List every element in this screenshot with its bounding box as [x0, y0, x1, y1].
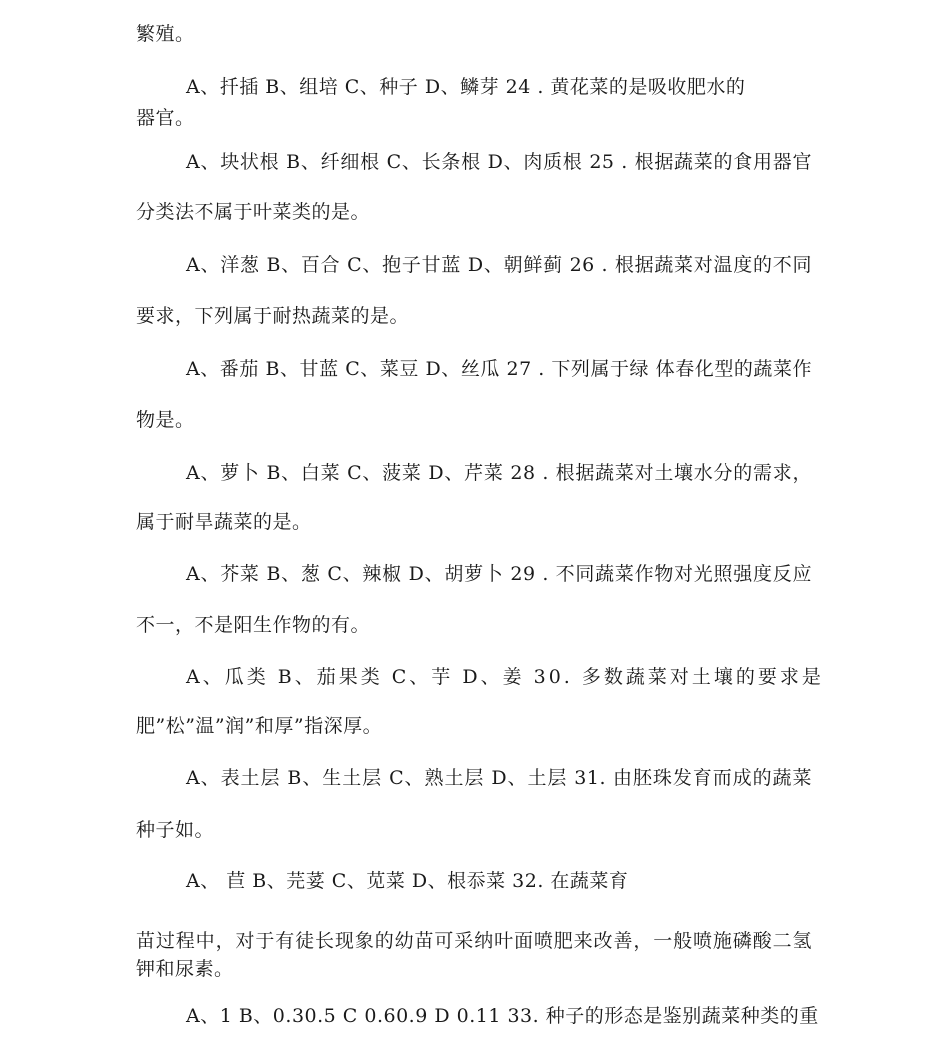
question-options-line: A、洋葱 B、百合 C、抱子甘蓝 D、朝鲜蓟 26 . 根据蔬菜对温度的不同	[186, 254, 812, 276]
text-line: 要求，下列属于耐热蔬菜的是。	[136, 305, 410, 327]
question-options-line: A、表土层 B、生土层 C、熟土层 D、土层 31. 由胚珠发育而成的蔬菜	[186, 767, 812, 789]
question-options-line: A、块状根 B、纤细根 C、长条根 D、肉质根 25 . 根据蔬菜的食用器官	[186, 151, 812, 173]
text-line: 物是。	[136, 409, 195, 431]
question-options-line: A、芥菜 B、葱 C、辣椒 D、胡萝卜 29 . 不同蔬菜作物对光照强度反应	[186, 563, 812, 585]
question-options-line: A、扦插 B、组培 C、种子 D、鳞芽 24 . 黄花菜的是吸收肥水的	[186, 76, 746, 98]
text-line: 分类法不属于叶菜类的是。	[136, 201, 371, 223]
question-options-line: A、萝卜 B、白菜 C、菠菜 D、芹菜 28 . 根据蔬菜对土壤水分的需求，	[186, 462, 812, 484]
question-options-line: A、瓜类 B、茄果类 C、芋 D、姜 30. 多数蔬菜对土壤的要求是	[186, 666, 824, 688]
text-line: 属于耐旱蔬菜的是。	[136, 511, 312, 533]
question-options-line: A、 苣 B、芫荽 C、苋菜 D、根忝菜 32. 在蔬菜育	[186, 870, 629, 892]
text-line: 钾和尿素。	[136, 958, 234, 980]
text-line: 肥”松”温”润”和厚”指深厚。	[136, 715, 383, 737]
text-line: 器官。	[136, 107, 195, 129]
text-line: 不一，不是阳生作物的有。	[136, 614, 371, 636]
text-line: 种子如。	[136, 819, 215, 841]
text-line: 繁殖。	[136, 23, 195, 45]
text-line: 苗过程中，对于有徒长现象的幼苗可采纳叶面喷肥来改善，一般喷施磷酸二氢	[136, 930, 812, 952]
question-options-line: A、1 B、0.30.5 C 0.60.9 D 0.11 33. 种子的形态是鉴别蔬菜种类的重	[186, 1005, 819, 1027]
question-options-line: A、番茄 B、甘蓝 C、菜豆 D、丝瓜 27 . 下列属于绿 体春化型的蔬菜作	[186, 358, 812, 380]
